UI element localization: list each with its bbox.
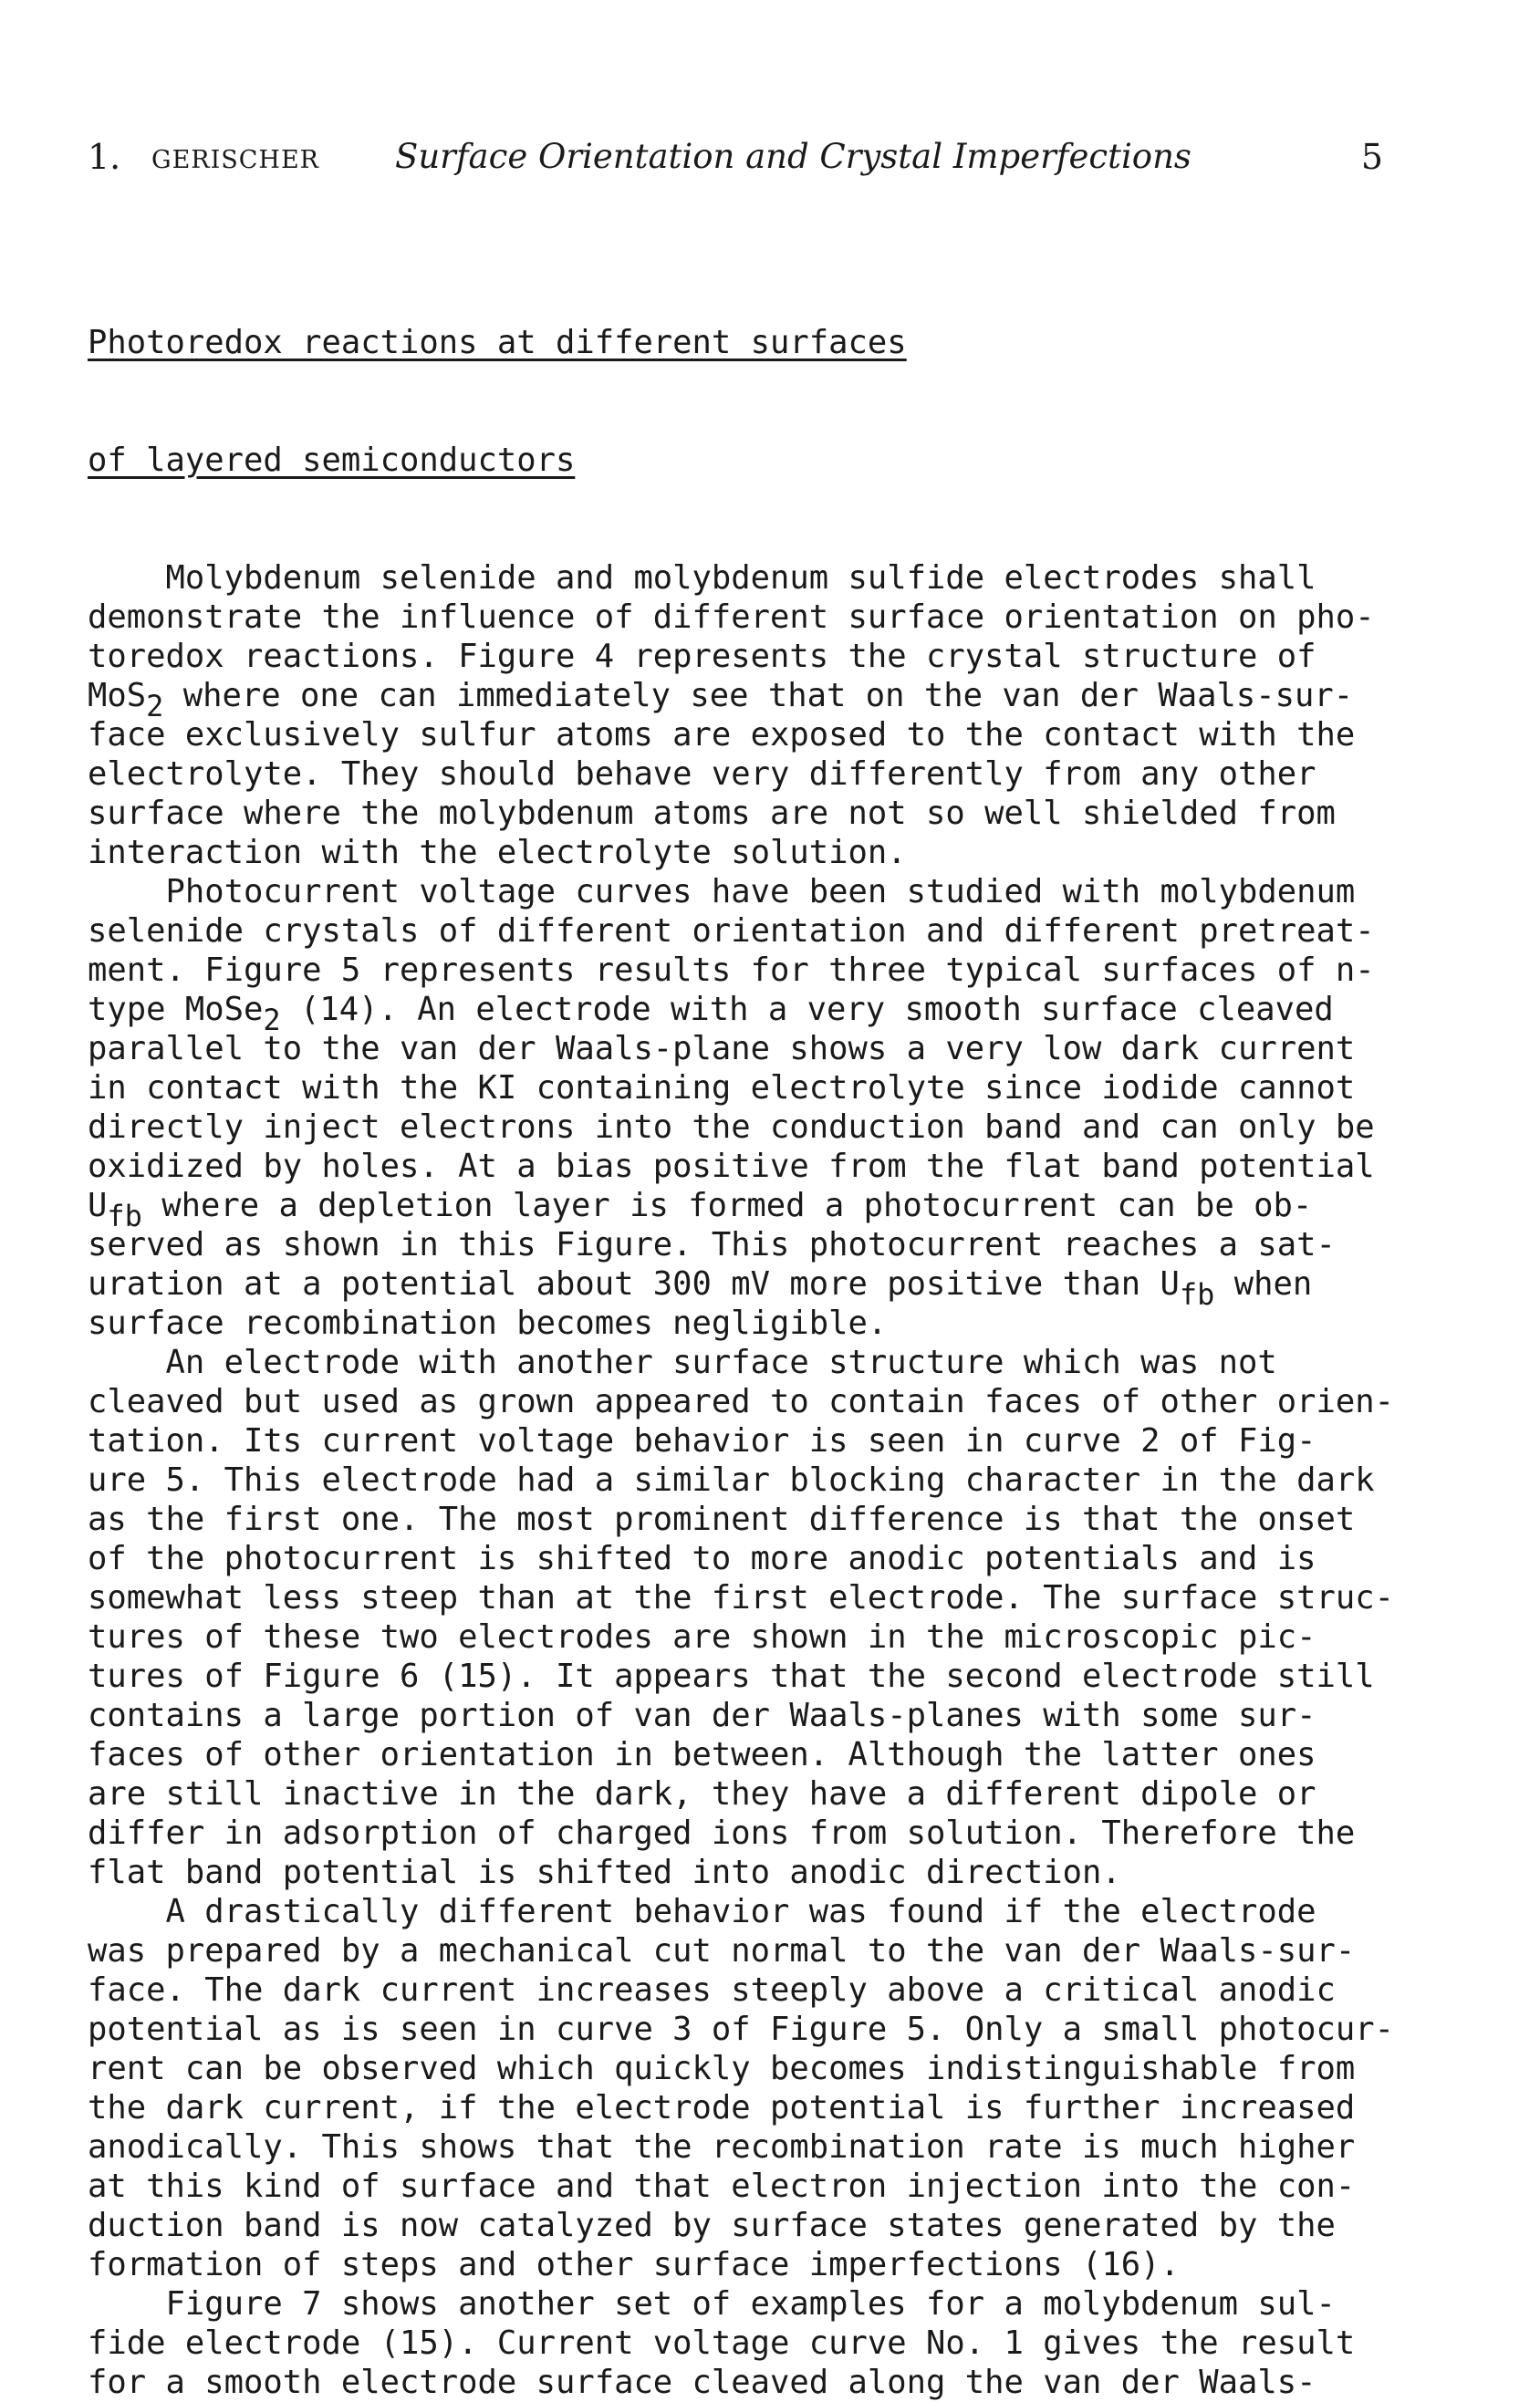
body-text-line: toredox reactions. Figure 4 represents the crystal structure of <box>88 638 1316 675</box>
body-text-line: contains a large portion of van der Waals-planes with some sur- <box>88 1697 1316 1734</box>
body-text-line: for a smooth electrode surface cleaved along the van der Waals- <box>88 2364 1316 2401</box>
body-text-line: are still inactive in the dark, they have a different dipole or <box>88 1775 1316 1813</box>
body-text-line: somewhat less steep than at the first electrode. The surface struc- <box>88 1579 1394 1617</box>
running-header <box>88 137 1383 192</box>
page-body <box>88 244 1456 2402</box>
body-text-line: A drastically different behavior was found if the electrode <box>88 1893 1316 1930</box>
body-text-line: served as shown in this Figure. This photocurrent reaches a sat- <box>88 1226 1336 1263</box>
body-text-line: uration at a potential about 300 mV more positive than Ufb when <box>88 1265 1313 1313</box>
body-text-line: MoS2 where one can immediately see that on the van der Waals-sur- <box>88 677 1354 724</box>
chapter-title: Surface Orientation and Crystal Imperfections <box>395 137 1191 176</box>
body-text-line: fide electrode (15). Current voltage curve No. 1 gives the result <box>88 2324 1356 2362</box>
body-text-line: Ufb where a depletion layer is formed a photocurrent can be ob- <box>88 1187 1313 1234</box>
body-text-line: ment. Figure 5 represents results for three typical surfaces of n- <box>88 951 1375 989</box>
body-text-line: oxidized by holes. At a bias positive from the flat band potential <box>88 1148 1375 1185</box>
page-number: 5 <box>1360 137 1383 177</box>
body-text-line: face exclusively sulfur atoms are exposed to the contact with the <box>88 716 1356 754</box>
chapter-number: 1. <box>88 137 121 177</box>
body-text-line: selenide crystals of different orientation and different pretreat- <box>88 912 1375 950</box>
body-text-line: was prepared by a mechanical cut normal to the van der Waals-sur- <box>88 1932 1356 1970</box>
body-text-line: demonstrate the influence of different surface orientation on pho- <box>88 598 1375 636</box>
body-text-line: faces of other orientation in between. Although the latter ones <box>88 1736 1316 1773</box>
body-text-line: Photocurrent voltage curves have been studied with molybdenum <box>88 873 1356 910</box>
body-text-line: anodically. This shows that the recombination rate is much higher <box>88 2128 1356 2166</box>
body-text-line: electrolyte. They should behave very differently from any other <box>88 755 1316 793</box>
author-name: GERISCHER <box>151 146 320 174</box>
body-text-line: surface where the molybdenum atoms are not so well shielded from <box>88 795 1336 832</box>
body-text-line: of the photocurrent is shifted to more anodic potentials and is <box>88 1540 1316 1577</box>
body-text-line: formation of steps and other surface imperfections (16). <box>88 2246 1180 2283</box>
section-heading-line: of layered semiconductors <box>88 442 576 479</box>
body-text-line: differ in adsorption of charged ions from solution. Therefore the <box>88 1814 1356 1852</box>
body-text-line: interaction with the electrolyte solution. <box>88 834 907 871</box>
section-heading-line: Photoredox reactions at different surfaces <box>88 324 907 361</box>
body-text-line: potential as is seen in curve 3 of Figure 5. Only a small photocur- <box>88 2011 1394 2048</box>
body-text-line: tures of these two electrodes are shown in the microscopic pic- <box>88 1618 1316 1656</box>
body-text-line: face. The dark current increases steeply above a critical anodic <box>88 1971 1336 2009</box>
body-text-line: in contact with the KI containing electrolyte since iodide cannot <box>88 1069 1356 1107</box>
body-text-line: type MoSe2 (14). An electrode with a very smooth surface cleaved <box>88 991 1334 1038</box>
body-text-line: surface recombination becomes negligible. <box>88 1305 888 1342</box>
body-text-line: cleaved but used as grown appeared to contain faces of other orien- <box>88 1383 1394 1420</box>
body-text-line: Figure 7 shows another set of examples for a molybdenum sul- <box>88 2285 1336 2323</box>
body-text-line: An electrode with another surface structure which was not <box>88 1344 1277 1381</box>
body-text-line: at this kind of surface and that electron injection into the con- <box>88 2168 1356 2205</box>
body-text-line: tures of Figure 6 (15). It appears that the second electrode still <box>88 1658 1375 1695</box>
body-text-line: duction band is now catalyzed by surface states generated by the <box>88 2207 1336 2244</box>
body-text-line: flat band potential is shifted into anodic direction. <box>88 1854 1121 1891</box>
body-text-line: parallel to the van der Waals-plane shows a very low dark current <box>88 1030 1356 1067</box>
body-text-line: directly inject electrons into the conduction band and can only be <box>88 1108 1375 1146</box>
body-text-line: ure 5. This electrode had a similar blocking character in the dark <box>88 1461 1375 1499</box>
body-text-line: Molybdenum selenide and molybdenum sulfide electrodes shall <box>88 559 1316 597</box>
body-text-line: as the first one. The most prominent difference is that the onset <box>88 1501 1356 1538</box>
body-text-line <box>88 519 1456 558</box>
body-text-line: the dark current, if the electrode potential is further increased <box>88 2089 1356 2126</box>
body-text-line: tation. Its current voltage behavior is seen in curve 2 of Fig- <box>88 1422 1316 1460</box>
body-text-line: rent can be observed which quickly becomes indistinguishable from <box>88 2050 1356 2087</box>
